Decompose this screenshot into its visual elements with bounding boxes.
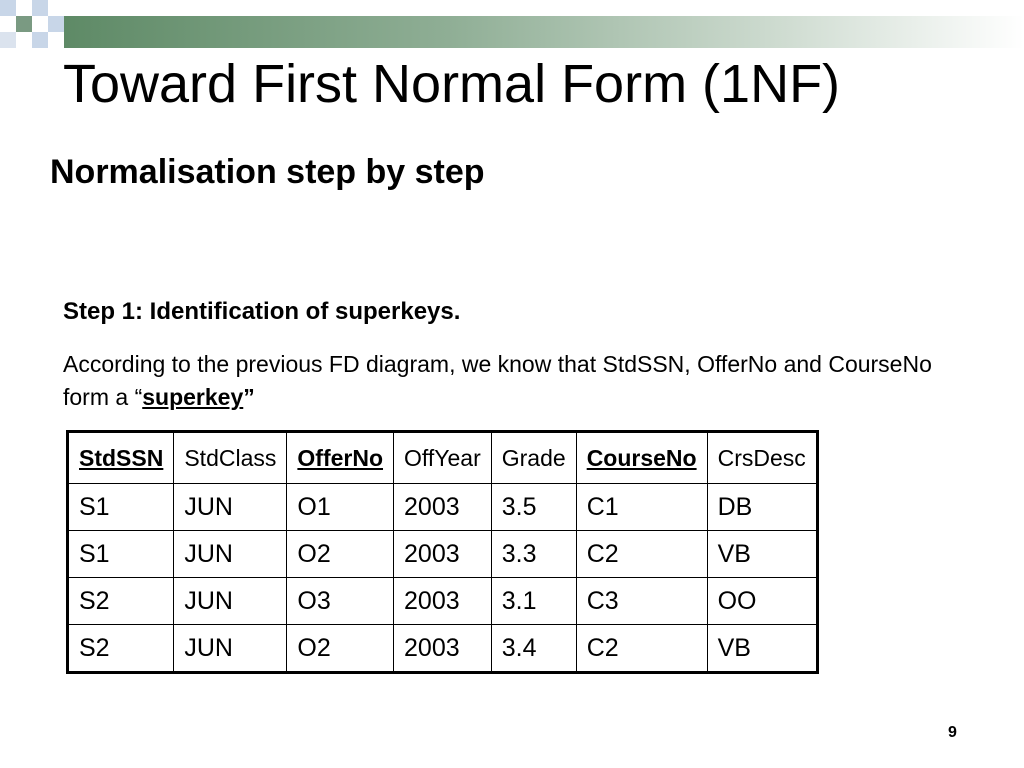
decorative-square [32,32,48,48]
step-description-text: According to the previous FD diagram, we know that StdSSN, OfferNo and CourseNo form a “ [63,351,932,410]
column-header-grade: Grade [491,432,576,484]
table-cell: JUN [174,531,287,578]
table-cell: VB [707,625,817,673]
decorative-square [16,16,32,32]
slide-title: Toward First Normal Form (1NF) [63,54,841,114]
column-header-stdclass: StdClass [174,432,287,484]
table-cell: C3 [576,578,707,625]
table-cell: 3.1 [491,578,576,625]
column-header-offyear: OffYear [394,432,492,484]
table-cell: S1 [68,484,174,531]
table-cell: O3 [287,578,394,625]
table-cell: 2003 [394,484,492,531]
table-cell: 2003 [394,578,492,625]
column-header-stdssn: StdSSN [68,432,174,484]
table-cell: 3.4 [491,625,576,673]
table-row [68,531,818,578]
column-header-crsdesc: CrsDesc [707,432,817,484]
step-heading: Step 1: Identification of superkeys. [63,298,461,325]
table-header-row [68,432,818,484]
decorative-square [0,0,16,16]
table-cell: 3.3 [491,531,576,578]
closing-quote: ” [243,384,255,410]
superkey-term: superkey [142,384,244,410]
table-cell: S1 [68,531,174,578]
table-cell: 2003 [394,531,492,578]
table-cell: C1 [576,484,707,531]
decorative-square [48,16,64,32]
table-cell: C2 [576,531,707,578]
slide-subtitle: Normalisation step by step [50,153,485,191]
table-cell: C2 [576,625,707,673]
table-cell: JUN [174,578,287,625]
page-number: 9 [948,724,957,741]
table-cell: OO [707,578,817,625]
table-cell: JUN [174,625,287,673]
title-gradient-bar [64,16,1024,48]
table-row [68,484,818,531]
relation-table [66,430,819,674]
table-cell: S2 [68,578,174,625]
table-row [68,578,818,625]
table-body [68,484,818,673]
table-cell: O1 [287,484,394,531]
step-description [63,348,963,414]
column-header-courseno: CourseNo [576,432,707,484]
table-cell: S2 [68,625,174,673]
table-cell: O2 [287,625,394,673]
table-cell: 3.5 [491,484,576,531]
table-cell: DB [707,484,817,531]
table-cell: 2003 [394,625,492,673]
decorative-square [0,32,16,48]
table-cell: VB [707,531,817,578]
decorative-square [32,0,48,16]
table-cell: O2 [287,531,394,578]
table-row [68,625,818,673]
table-cell: JUN [174,484,287,531]
column-header-offerno: OfferNo [287,432,394,484]
